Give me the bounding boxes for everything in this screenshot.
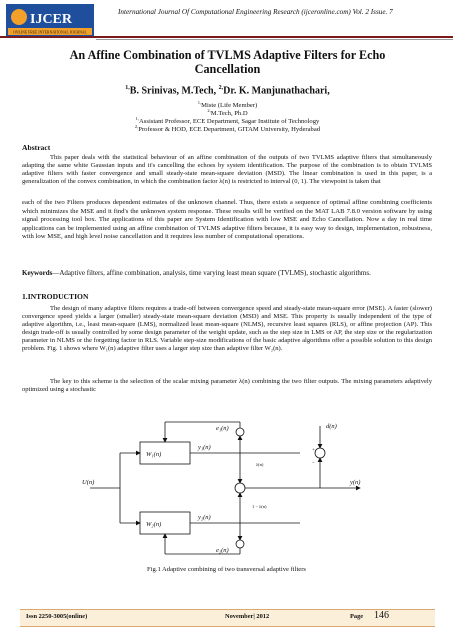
figure-adaptive-combination [80,418,380,558]
fig-label-w2: W₂(n) [146,521,162,528]
aff-sup: 1, [135,116,140,121]
fig-label-lambda: λ(n) [256,462,264,467]
abstract-paragraph-continued: each of the two Filters produces dependent estimates of the unknown channel. Thus, there exists a sequence of optimal affine combining coefficients which minimizes the MSE and it find's the unknown system response. These results will be verified on the MAT LAB 7.8.0 version software by using signal processing tool box. The applications of this paper are System Identification with low MSE and Echo Cancellation. Now a day in real time applications can be implemented using an affine combination of TVLMS adaptive filters because, it is easy way to design, implementation, robustness, with low MSE, and high level noise cancellation and it requires less number of computational operations. [22,199,432,241]
aff-text: Professor & HOD, ECE Department, GITAM University, Hyderabad [138,126,321,134]
footer-date: November| 2012 [225,613,270,620]
fig-label-y: y(n) [350,479,361,486]
aff-sup: 2, [134,124,139,129]
intro-paragraph: The design of many adaptive filters requires a trade-off between convergence speed and steady-state mean-square error (MSE). A faster (slower) convergence speed yields a larger (smaller) steady-state mean-square deviation (MSD) and MSE. This property is usually independent of the type of adaptive algorithm, i.e., least mean-square (LMS), normalized least mean-square (NLMS), recursive least squares (RLS), or affine projection (AP). This design trade-off is usually controlled by some design parameter of the weight update, such as the step size in LMS or AP, the step size or the regularization parameter in NLMS or the forgetting factor in RLS. Variable step-size modifications of the basic adaptive algorithms offer a possible solution to this design problem. Fig. 1 shows where W₁(n) adaptive filter uses a larger step size than adaptive filter W₂(n). [22,305,432,352]
footer-page-number: 146 [374,610,389,621]
fig-sign-minus: − [312,461,315,466]
fig-label-e1: e₁(n) [216,425,229,432]
section-heading-introduction: 1.INTRODUCTION [22,292,89,301]
affiliation-line [40,123,415,134]
author2: Dr. K. Manjunathachari, [223,85,330,97]
journal-logo [6,4,94,38]
header-rule [0,36,453,38]
keywords [22,269,432,278]
footer-page-label: Page [350,613,364,620]
fig-label-d: d(n) [326,423,337,430]
aff-text: Miste (Life Member) [201,102,258,110]
header-rule-thin [96,39,453,40]
figure-caption: Fig.1 Adaptive combining of two transversal adaptive filters [147,566,306,573]
footer-issn: Issn 2250-3005(online) [26,613,88,620]
fig-label-one-minus-lambda: 1 − λ(n) [252,504,267,509]
author2-sup: 2, [218,85,224,91]
logo-tagline: ONLINE FREE INTERNATIONAL JOURNAL [13,30,87,35]
paper-title: An Affine Combination of TVLMS Adaptive Filters for Echo Cancellation [69,48,386,76]
abstract-paragraph: This paper deals with the statistical behaviour of an affine combination of the outputs of two TVLMS adaptive filters that simultaneously adapting the same white Gaussian inputs and it's cancelling the echoes by system identification. The purpose of the combination is to obtain TVLMS adaptive filters with faster convergence and small steady-state mean-square deviation (MSD). The linear combination is used in this paper, is a generalization of the convex combination, in which the combination factor λ(n) is restricted to interval (0, 1). The viewpoint is taken that [22,154,432,185]
fig-label-y1: y₁(n) [198,444,211,451]
keywords-label: Keywords [22,269,53,277]
aff-sup: 1, [197,100,202,105]
aff-sup: 2, [207,108,211,113]
fig-label-y2: y₂(n) [198,514,211,521]
author-line [40,85,415,96]
journal-line: International Journal Of Computational Engineering Research (ijceronline.com) Vol. 2 Issue. 7 [118,8,393,16]
fig-sign-plus: + [312,448,315,453]
intro-paragraph-2: The key to this scheme is the selection of the scalar mixing parameter λ(n) combining the two filter outputs. The mixing parameters adaptively optimized using a stochastic [22,378,432,393]
aff-text: Assistant Professor, ECE Department, Sagar Institute of Technology [139,118,320,126]
fig-label-e2: e₂(n) [216,547,229,554]
abstract-heading: Abstract [22,143,51,152]
aff-text: M.Tech, Ph.D [210,110,248,118]
author1: B. Srinivas, M.Tech, [129,85,217,97]
author1-sup: 1, [125,85,130,91]
fig-label-w1: W₁(n) [146,451,162,458]
fig-label-u: U(n) [82,479,95,486]
logo-text: IJCER [30,12,73,27]
keywords-text: —Adaptive filters, affine combination, analysis, time varying least mean square (TVLMS), stochastic algorithms. [52,269,371,277]
